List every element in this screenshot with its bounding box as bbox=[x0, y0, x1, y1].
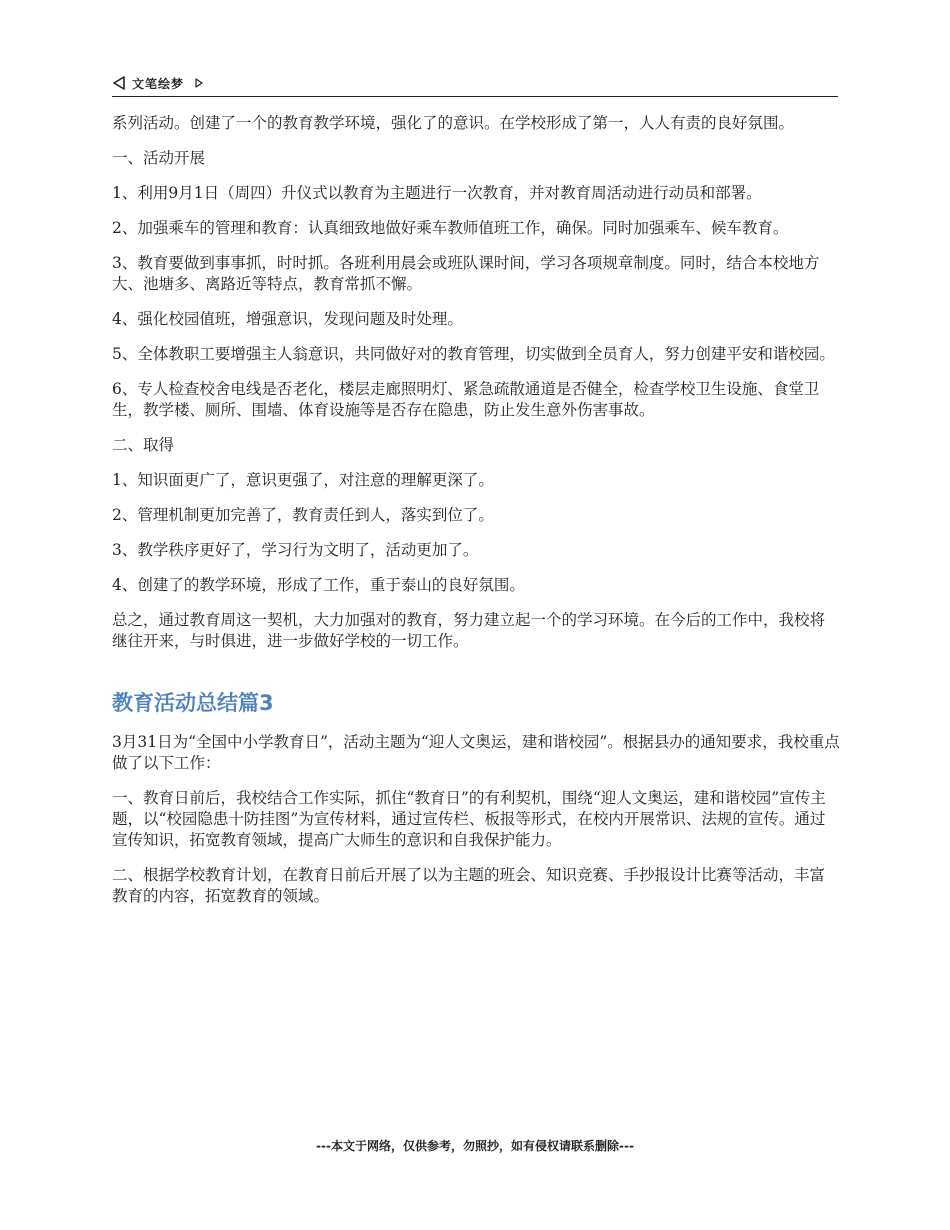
page-footer: ---本文于网络，仅供参考，勿照抄，如有侵权请联系删除--- bbox=[316, 1139, 634, 1153]
paragraph: 1、知识面更广了，意识更强了，对注意的理解更深了。 bbox=[112, 471, 494, 489]
paragraph: 2、加强乘车的管理和教育：认真细致地做好乘车教师值班工作，确保。同时加强乘车、候车教育。 bbox=[112, 219, 789, 237]
article-heading: 教育活动总结篇3 bbox=[112, 691, 274, 715]
paragraph: 系列活动。创建了一个的教育教学环境，强化了的意识。在学校形成了第一，人人有责的良好氛围。 bbox=[112, 114, 795, 132]
paragraph: 4、强化校园值班，增强意识，发现问题及时处理。 bbox=[112, 310, 463, 328]
right-triangle-icon bbox=[194, 77, 204, 89]
paragraph: 3、教学秩序更好了，学习行为文明了，活动更加了。 bbox=[112, 541, 479, 559]
brand bbox=[112, 72, 204, 94]
document-body bbox=[112, 113, 840, 921]
section-heading: 一、活动开展 bbox=[112, 149, 206, 167]
paragraph: 4、创建了的教学环境，形成了工作，重于泰山的良好氛围。 bbox=[112, 576, 525, 594]
paragraph: 1、利用9月1日（周四）升仪式以教育为主题进行一次教育，并对教育周活动进行动员和部署。 bbox=[112, 184, 762, 202]
section-heading: 二、取得 bbox=[112, 436, 175, 454]
page-header bbox=[112, 72, 838, 97]
paragraph: 3、教育要做到事事抓，时时抓。各班利用晨会或班队课时间，学习各项规章制度。同时，结合本校地方大、池塘多、离路近等特点，教育常抓不懈。 bbox=[112, 254, 820, 293]
paragraph: 6、专人检查校舍电线是否老化，楼层走廊照明灯、紧急疏散通道是否健全，检查学校卫生设施、食堂卫生，教学楼、厕所、围墙、体育设施等是否存在隐患，防止发生意外伤害事故。 bbox=[112, 380, 820, 419]
paragraph: 一、教育日前后，我校结合工作实际，抓住“教育日”的有利契机，围绕“迎人文奥运，建和谐校园”宣传主题，以“校园隐患十防挂图”为宣传材料，通过宣传栏、板报等形式，在校内开展常识、法规的宣传。通过宣传知识，拓宽教育领域，提高广大师生的意识和自我保护能力。 bbox=[112, 789, 826, 849]
paragraph: 二、根据学校教育计划，在教育日前后开展了以为主题的班会、知识竞赛、手抄报设计比赛等活动，丰富教育的内容，拓宽教育的领域。 bbox=[112, 866, 826, 905]
paragraph: 3月31日为“全国中小学教育日”，活动主题为“迎人文奥运，建和谐校园”。根据县办的通知要求，我校重点做了以下工作： bbox=[112, 733, 840, 772]
paragraph: 2、管理机制更加完善了，教育责任到人，落实到位了。 bbox=[112, 506, 494, 524]
left-triangle-icon bbox=[112, 75, 126, 91]
paragraph: 5、全体教职工要增强主人翁意识，共同做好对的教育管理，切实做到全员育人，努力创建平安和谐校园。 bbox=[112, 345, 835, 363]
paragraph: 总之，通过教育周这一契机，大力加强对的教育，努力建立起一个的学习环境。在今后的工作中，我校将继往开来，与时俱进，进一步做好学校的一切工作。 bbox=[112, 611, 826, 650]
brand-name: 文笔绘梦 bbox=[132, 76, 185, 91]
